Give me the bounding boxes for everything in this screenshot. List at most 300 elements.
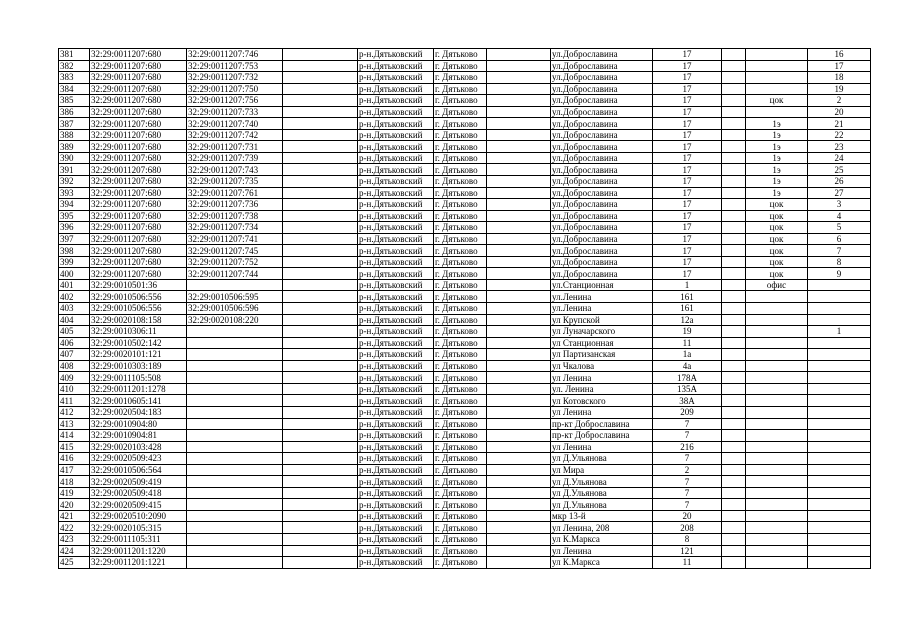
cell-district: р-н.Дятьковский bbox=[358, 199, 434, 211]
cell-town: г. Дятьково bbox=[434, 499, 487, 511]
cell-blank-col bbox=[283, 256, 358, 268]
cell-floor bbox=[746, 326, 808, 338]
cell-floor bbox=[746, 360, 808, 372]
cell-floor: 1э bbox=[746, 141, 808, 153]
table-row bbox=[59, 430, 871, 442]
cell-street: ул Чкалова bbox=[551, 360, 653, 372]
cell-row-number: 386 bbox=[59, 106, 90, 118]
cell-district: р-н.Дятьковский bbox=[358, 326, 434, 338]
cell-blank-col-3 bbox=[722, 557, 746, 569]
cell-row-number: 397 bbox=[59, 233, 90, 245]
cell-blank-col-3 bbox=[722, 129, 746, 141]
cell-house-number: 4а bbox=[653, 360, 722, 372]
cell-house-number: 20 bbox=[653, 510, 722, 522]
cell-room-number: 27 bbox=[808, 187, 871, 199]
cell-district: р-н.Дятьковский bbox=[358, 545, 434, 557]
table-row bbox=[59, 291, 871, 303]
cell-cadastral-number: 32:29:0011207:680 bbox=[90, 152, 187, 164]
table-row bbox=[59, 522, 871, 534]
cell-floor bbox=[746, 464, 808, 476]
cell-district: р-н.Дятьковский bbox=[358, 210, 434, 222]
cell-street: ул Д.Ульянова bbox=[551, 476, 653, 488]
cell-room-number bbox=[808, 337, 871, 349]
cell-district: р-н.Дятьковский bbox=[358, 141, 434, 153]
cell-room-number: 5 bbox=[808, 222, 871, 234]
cell-blank-col-3 bbox=[722, 164, 746, 176]
cell-house-number: 17 bbox=[653, 60, 722, 72]
table-row bbox=[59, 383, 871, 395]
cell-floor bbox=[746, 406, 808, 418]
cell-blank-col-2 bbox=[487, 152, 551, 164]
cell-cadastral-number: 32:29:0011207:680 bbox=[90, 222, 187, 234]
cell-street: ул К.Маркса bbox=[551, 533, 653, 545]
cell-room-number: 24 bbox=[808, 152, 871, 164]
cell-town: г. Дятьково bbox=[434, 106, 487, 118]
cell-row-number: 388 bbox=[59, 129, 90, 141]
cell-floor bbox=[746, 291, 808, 303]
cell-row-number: 399 bbox=[59, 256, 90, 268]
cell-blank-col bbox=[283, 176, 358, 188]
cell-sub-cadastral-number: 32:29:0011207:744 bbox=[187, 268, 283, 280]
cell-cadastral-number: 32:29:0011207:680 bbox=[90, 210, 187, 222]
cell-blank-col bbox=[283, 441, 358, 453]
cell-blank-col-3 bbox=[722, 141, 746, 153]
cell-row-number: 413 bbox=[59, 418, 90, 430]
cell-room-number bbox=[808, 430, 871, 442]
cell-town: г. Дятьково bbox=[434, 360, 487, 372]
cell-room-number: 21 bbox=[808, 118, 871, 130]
cell-cadastral-number: 32:29:0011207:680 bbox=[90, 72, 187, 84]
cell-district: р-н.Дятьковский bbox=[358, 129, 434, 141]
table-row bbox=[59, 141, 871, 153]
table-row bbox=[59, 303, 871, 315]
cell-sub-cadastral-number: 32:29:0011207:746 bbox=[187, 49, 283, 61]
cell-town: г. Дятьково bbox=[434, 279, 487, 291]
cell-town: г. Дятьково bbox=[434, 441, 487, 453]
cell-sub-cadastral-number bbox=[187, 510, 283, 522]
cell-floor bbox=[746, 545, 808, 557]
cell-blank-col bbox=[283, 141, 358, 153]
cell-blank-col-2 bbox=[487, 545, 551, 557]
cell-blank-col-2 bbox=[487, 164, 551, 176]
cell-blank-col-3 bbox=[722, 337, 746, 349]
cell-floor: цок bbox=[746, 268, 808, 280]
cell-house-number: 178А bbox=[653, 372, 722, 384]
cell-sub-cadastral-number bbox=[187, 533, 283, 545]
cell-house-number: 17 bbox=[653, 129, 722, 141]
cell-cadastral-number: 32:29:0010306:11 bbox=[90, 326, 187, 338]
table-row bbox=[59, 545, 871, 557]
cell-blank-col-3 bbox=[722, 383, 746, 395]
cell-house-number: 17 bbox=[653, 95, 722, 107]
cell-row-number: 391 bbox=[59, 164, 90, 176]
cell-district: р-н.Дятьковский bbox=[358, 510, 434, 522]
cell-cadastral-number: 32:29:0020101:121 bbox=[90, 349, 187, 361]
cell-cadastral-number: 32:29:0010501:36 bbox=[90, 279, 187, 291]
cell-room-number bbox=[808, 291, 871, 303]
cell-sub-cadastral-number: 32:29:0011207:753 bbox=[187, 60, 283, 72]
table-row bbox=[59, 233, 871, 245]
cell-blank-col bbox=[283, 337, 358, 349]
cell-blank-col-2 bbox=[487, 233, 551, 245]
cell-sub-cadastral-number bbox=[187, 326, 283, 338]
cell-room-number bbox=[808, 406, 871, 418]
cell-floor bbox=[746, 303, 808, 315]
cell-town: г. Дятьково bbox=[434, 406, 487, 418]
cell-blank-col-3 bbox=[722, 210, 746, 222]
cell-row-number: 392 bbox=[59, 176, 90, 188]
cell-room-number: 18 bbox=[808, 72, 871, 84]
cell-blank-col-2 bbox=[487, 291, 551, 303]
cell-sub-cadastral-number: 32:29:0011207:736 bbox=[187, 199, 283, 211]
cell-town: г. Дятьково bbox=[434, 256, 487, 268]
cell-blank-col-2 bbox=[487, 49, 551, 61]
cell-sub-cadastral-number: 32:29:0011207:741 bbox=[187, 233, 283, 245]
cell-district: р-н.Дятьковский bbox=[358, 176, 434, 188]
cell-house-number: 17 bbox=[653, 141, 722, 153]
cell-cadastral-number: 32:29:0010904:80 bbox=[90, 418, 187, 430]
cell-row-number: 401 bbox=[59, 279, 90, 291]
cell-cadastral-number: 32:29:0011207:680 bbox=[90, 256, 187, 268]
cell-house-number: 2 bbox=[653, 464, 722, 476]
cell-floor bbox=[746, 487, 808, 499]
cell-town: г. Дятьково bbox=[434, 533, 487, 545]
cell-town: г. Дятьково bbox=[434, 129, 487, 141]
cell-house-number: 17 bbox=[653, 199, 722, 211]
cell-street: ул Мира bbox=[551, 464, 653, 476]
cell-cadastral-number: 32:29:0010502:142 bbox=[90, 337, 187, 349]
cell-sub-cadastral-number bbox=[187, 464, 283, 476]
cell-floor bbox=[746, 349, 808, 361]
cell-street: ул Луначарского bbox=[551, 326, 653, 338]
table-row bbox=[59, 106, 871, 118]
cell-blank-col-3 bbox=[722, 49, 746, 61]
cell-town: г. Дятьково bbox=[434, 510, 487, 522]
table-row bbox=[59, 210, 871, 222]
cell-district: р-н.Дятьковский bbox=[358, 291, 434, 303]
cell-blank-col-2 bbox=[487, 256, 551, 268]
cell-town: г. Дятьково bbox=[434, 326, 487, 338]
cell-district: р-н.Дятьковский bbox=[358, 152, 434, 164]
cell-blank-col-3 bbox=[722, 406, 746, 418]
cell-row-number: 412 bbox=[59, 406, 90, 418]
table-row bbox=[59, 187, 871, 199]
cell-street: ул Станционная bbox=[551, 337, 653, 349]
cell-sub-cadastral-number: 32:29:0011207:738 bbox=[187, 210, 283, 222]
cell-floor: цок bbox=[746, 210, 808, 222]
cell-district: р-н.Дятьковский bbox=[358, 441, 434, 453]
cell-row-number: 403 bbox=[59, 303, 90, 315]
table-row bbox=[59, 222, 871, 234]
cell-floor bbox=[746, 337, 808, 349]
cell-blank-col bbox=[283, 106, 358, 118]
cell-room-number bbox=[808, 557, 871, 569]
cell-town: г. Дятьково bbox=[434, 303, 487, 315]
cell-row-number: 415 bbox=[59, 441, 90, 453]
cell-sub-cadastral-number: 32:29:0011207:742 bbox=[187, 129, 283, 141]
cell-blank-col bbox=[283, 187, 358, 199]
cell-street: ул.Ленина bbox=[551, 303, 653, 315]
cell-house-number: 17 bbox=[653, 83, 722, 95]
cell-town: г. Дятьково bbox=[434, 60, 487, 72]
cell-blank-col bbox=[283, 199, 358, 211]
cell-room-number bbox=[808, 533, 871, 545]
cell-blank-col-3 bbox=[722, 83, 746, 95]
cell-blank-col bbox=[283, 349, 358, 361]
cell-blank-col-2 bbox=[487, 441, 551, 453]
cell-district: р-н.Дятьковский bbox=[358, 49, 434, 61]
cell-district: р-н.Дятьковский bbox=[358, 453, 434, 465]
cell-blank-col-2 bbox=[487, 487, 551, 499]
cell-cadastral-number: 32:29:0011207:680 bbox=[90, 129, 187, 141]
cell-street: ул Ленина bbox=[551, 545, 653, 557]
table-row bbox=[59, 164, 871, 176]
cell-blank-col bbox=[283, 291, 358, 303]
cell-row-number: 405 bbox=[59, 326, 90, 338]
cell-sub-cadastral-number bbox=[187, 337, 283, 349]
cell-blank-col bbox=[283, 245, 358, 257]
cell-town: г. Дятьково bbox=[434, 210, 487, 222]
cell-row-number: 417 bbox=[59, 464, 90, 476]
cell-room-number bbox=[808, 487, 871, 499]
cell-sub-cadastral-number bbox=[187, 441, 283, 453]
cell-floor bbox=[746, 499, 808, 511]
cell-blank-col-3 bbox=[722, 199, 746, 211]
cell-row-number: 419 bbox=[59, 487, 90, 499]
cell-house-number: 11 bbox=[653, 557, 722, 569]
cell-room-number bbox=[808, 303, 871, 315]
table-row bbox=[59, 406, 871, 418]
cell-room-number: 25 bbox=[808, 164, 871, 176]
cell-floor: цок bbox=[746, 199, 808, 211]
cell-cadastral-number: 32:29:0020108:158 bbox=[90, 314, 187, 326]
cell-room-number: 26 bbox=[808, 176, 871, 188]
cell-blank-col bbox=[283, 279, 358, 291]
cell-house-number: 7 bbox=[653, 430, 722, 442]
cell-blank-col-2 bbox=[487, 453, 551, 465]
cell-room-number: 6 bbox=[808, 233, 871, 245]
cell-cadastral-number: 32:29:0011207:680 bbox=[90, 95, 187, 107]
cell-cadastral-number: 32:29:0011207:680 bbox=[90, 187, 187, 199]
cell-sub-cadastral-number: 32:29:0011207:731 bbox=[187, 141, 283, 153]
cell-sub-cadastral-number: 32:29:0011207:750 bbox=[187, 83, 283, 95]
cell-row-number: 418 bbox=[59, 476, 90, 488]
cell-room-number bbox=[808, 349, 871, 361]
cell-blank-col-2 bbox=[487, 60, 551, 72]
cell-row-number: 421 bbox=[59, 510, 90, 522]
cell-cadastral-number: 32:29:0011201:1278 bbox=[90, 383, 187, 395]
cell-district: р-н.Дятьковский bbox=[358, 533, 434, 545]
cell-sub-cadastral-number bbox=[187, 360, 283, 372]
cell-room-number bbox=[808, 441, 871, 453]
table-row bbox=[59, 314, 871, 326]
cell-town: г. Дятьково bbox=[434, 464, 487, 476]
cell-blank-col-3 bbox=[722, 152, 746, 164]
cell-cadastral-number: 32:29:0010506:556 bbox=[90, 291, 187, 303]
cell-blank-col bbox=[283, 499, 358, 511]
cell-district: р-н.Дятьковский bbox=[358, 245, 434, 257]
cell-town: г. Дятьково bbox=[434, 95, 487, 107]
cell-cadastral-number: 32:29:0011207:680 bbox=[90, 141, 187, 153]
cell-street: мкр 13-й bbox=[551, 510, 653, 522]
cell-row-number: 414 bbox=[59, 430, 90, 442]
cell-street: ул Д.Ульянова bbox=[551, 453, 653, 465]
cell-blank-col bbox=[283, 222, 358, 234]
cell-street: ул.Станционная bbox=[551, 279, 653, 291]
cell-row-number: 382 bbox=[59, 60, 90, 72]
cell-row-number: 408 bbox=[59, 360, 90, 372]
cell-district: р-н.Дятьковский bbox=[358, 476, 434, 488]
cell-blank-col-2 bbox=[487, 222, 551, 234]
table-row bbox=[59, 245, 871, 257]
cell-blank-col bbox=[283, 60, 358, 72]
cell-blank-col-3 bbox=[722, 60, 746, 72]
cell-street: ул Ленина, 208 bbox=[551, 522, 653, 534]
cell-blank-col bbox=[283, 314, 358, 326]
cell-street: ул.Доброславина bbox=[551, 222, 653, 234]
cell-room-number: 4 bbox=[808, 210, 871, 222]
cell-sub-cadastral-number bbox=[187, 557, 283, 569]
cell-blank-col-2 bbox=[487, 557, 551, 569]
cell-room-number bbox=[808, 453, 871, 465]
cell-blank-col-2 bbox=[487, 187, 551, 199]
table-row bbox=[59, 453, 871, 465]
cell-street: ул Ленина bbox=[551, 441, 653, 453]
cell-blank-col bbox=[283, 533, 358, 545]
cell-sub-cadastral-number: 32:29:0010506:595 bbox=[187, 291, 283, 303]
cell-house-number: 17 bbox=[653, 210, 722, 222]
cell-district: р-н.Дятьковский bbox=[358, 314, 434, 326]
cell-house-number: 7 bbox=[653, 453, 722, 465]
table-row bbox=[59, 60, 871, 72]
cell-sub-cadastral-number: 32:29:0010506:596 bbox=[187, 303, 283, 315]
cell-street: ул.Доброславина bbox=[551, 106, 653, 118]
cell-house-number: 17 bbox=[653, 72, 722, 84]
cell-cadastral-number: 32:29:0011201:1220 bbox=[90, 545, 187, 557]
cell-blank-col bbox=[283, 406, 358, 418]
cell-blank-col-2 bbox=[487, 349, 551, 361]
cell-house-number: 38А bbox=[653, 395, 722, 407]
cell-district: р-н.Дятьковский bbox=[358, 406, 434, 418]
cell-house-number: 7 bbox=[653, 418, 722, 430]
cell-cadastral-number: 32:29:0011201:1221 bbox=[90, 557, 187, 569]
cell-cadastral-number: 32:29:0020509:419 bbox=[90, 476, 187, 488]
cell-cadastral-number: 32:29:0011207:680 bbox=[90, 268, 187, 280]
cell-house-number: 19 bbox=[653, 326, 722, 338]
cell-blank-col bbox=[283, 233, 358, 245]
table-row bbox=[59, 49, 871, 61]
table-row bbox=[59, 83, 871, 95]
table-row bbox=[59, 464, 871, 476]
table-row bbox=[59, 418, 871, 430]
cell-house-number: 216 bbox=[653, 441, 722, 453]
cell-cadastral-number: 32:29:0011105:508 bbox=[90, 372, 187, 384]
cell-district: р-н.Дятьковский bbox=[358, 233, 434, 245]
cell-district: р-н.Дятьковский bbox=[358, 464, 434, 476]
cell-floor: цок bbox=[746, 95, 808, 107]
cell-street: ул.Доброславина bbox=[551, 268, 653, 280]
cell-sub-cadastral-number bbox=[187, 279, 283, 291]
cell-row-number: 410 bbox=[59, 383, 90, 395]
cell-floor: 1э bbox=[746, 164, 808, 176]
cell-floor bbox=[746, 314, 808, 326]
cell-house-number: 209 bbox=[653, 406, 722, 418]
cell-blank-col-2 bbox=[487, 372, 551, 384]
cell-district: р-н.Дятьковский bbox=[358, 118, 434, 130]
cell-street: ул.Доброславина bbox=[551, 164, 653, 176]
cell-street: ул Д.Ульянова bbox=[551, 499, 653, 511]
cell-sub-cadastral-number: 32:29:0011207:734 bbox=[187, 222, 283, 234]
cell-room-number bbox=[808, 360, 871, 372]
table-row bbox=[59, 72, 871, 84]
cell-house-number: 12а bbox=[653, 314, 722, 326]
cell-district: р-н.Дятьковский bbox=[358, 83, 434, 95]
cell-blank-col-3 bbox=[722, 522, 746, 534]
cell-cadastral-number: 32:29:0010904:81 bbox=[90, 430, 187, 442]
cell-town: г. Дятьково bbox=[434, 83, 487, 95]
cell-district: р-н.Дятьковский bbox=[358, 106, 434, 118]
cell-blank-col bbox=[283, 164, 358, 176]
cell-house-number: 11 bbox=[653, 337, 722, 349]
cell-district: р-н.Дятьковский bbox=[358, 60, 434, 72]
cell-row-number: 416 bbox=[59, 453, 90, 465]
cell-blank-col-2 bbox=[487, 406, 551, 418]
cell-cadastral-number: 32:29:0011207:680 bbox=[90, 199, 187, 211]
cell-town: г. Дятьково bbox=[434, 383, 487, 395]
cell-blank-col bbox=[283, 360, 358, 372]
cell-room-number bbox=[808, 522, 871, 534]
cell-blank-col-2 bbox=[487, 210, 551, 222]
cell-blank-col-3 bbox=[722, 418, 746, 430]
cell-blank-col-3 bbox=[722, 176, 746, 188]
table-row bbox=[59, 326, 871, 338]
cell-district: р-н.Дятьковский bbox=[358, 222, 434, 234]
cell-blank-col-3 bbox=[722, 395, 746, 407]
cell-blank-col bbox=[283, 476, 358, 488]
cell-cadastral-number: 32:29:0020105:315 bbox=[90, 522, 187, 534]
cell-house-number: 17 bbox=[653, 118, 722, 130]
cell-floor: цок bbox=[746, 256, 808, 268]
cell-floor: 1э bbox=[746, 129, 808, 141]
cell-blank-col-2 bbox=[487, 72, 551, 84]
cell-sub-cadastral-number bbox=[187, 476, 283, 488]
cell-blank-col-3 bbox=[722, 222, 746, 234]
cell-row-number: 424 bbox=[59, 545, 90, 557]
cell-floor bbox=[746, 395, 808, 407]
cell-blank-col-2 bbox=[487, 279, 551, 291]
cell-floor bbox=[746, 49, 808, 61]
cell-house-number: 17 bbox=[653, 49, 722, 61]
cell-town: г. Дятьково bbox=[434, 72, 487, 84]
cell-blank-col bbox=[283, 522, 358, 534]
cell-cadastral-number: 32:29:0011207:680 bbox=[90, 60, 187, 72]
cell-room-number: 8 bbox=[808, 256, 871, 268]
cell-row-number: 383 bbox=[59, 72, 90, 84]
cell-district: р-н.Дятьковский bbox=[358, 372, 434, 384]
cell-blank-col bbox=[283, 430, 358, 442]
cell-row-number: 411 bbox=[59, 395, 90, 407]
cell-sub-cadastral-number bbox=[187, 545, 283, 557]
cell-sub-cadastral-number bbox=[187, 372, 283, 384]
table-row bbox=[59, 360, 871, 372]
cell-town: г. Дятьково bbox=[434, 164, 487, 176]
cell-row-number: 398 bbox=[59, 245, 90, 257]
cell-room-number bbox=[808, 314, 871, 326]
cell-blank-col-3 bbox=[722, 464, 746, 476]
cell-sub-cadastral-number bbox=[187, 406, 283, 418]
cell-blank-col-2 bbox=[487, 83, 551, 95]
cell-sub-cadastral-number: 32:29:0011207:745 bbox=[187, 245, 283, 257]
